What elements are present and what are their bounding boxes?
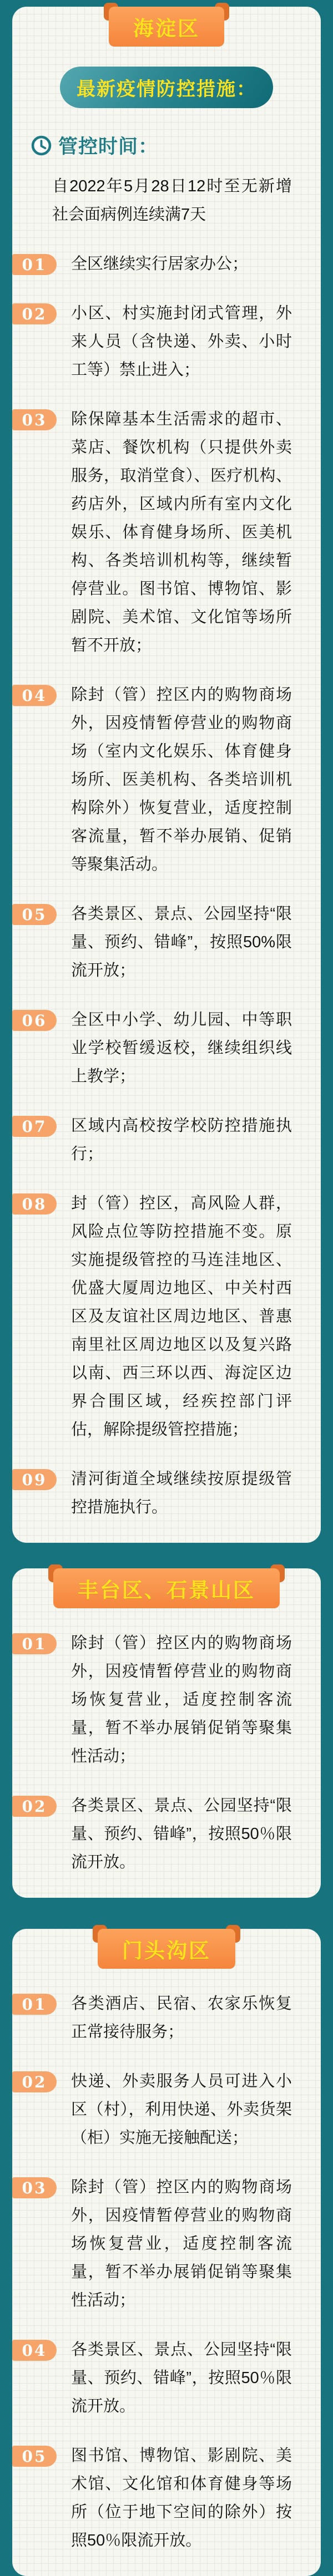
item-number-badge: 05 [12,2446,57,2467]
district-banner-mentougou: 门头沟区 [98,1929,235,1969]
measure-item [12,299,321,384]
item-number-badge: 03 [12,409,57,430]
item-text: 除保障基本生活需求的超市、菜店、餐饮机构（只提供外卖服务，取消堂食）、医疗机构、药店外，区域内所有室内文化娱乐、体育健身场所、医美机构、各类培训机构等，继续暂停营业。图书馆、博物馆、影剧院、美术馆、文化馆等场所暂不开放； [71,410,292,654]
measure-item [12,1190,321,1444]
measure-item [12,1465,321,1522]
item-text: 各类景区、景点、公园坚持“限量、预约、错峰”，按照50％限流开放。 [71,2341,292,2415]
item-text: 小区、村实施封闭式管理，外来人员（含快递、外卖、小时工等）禁止进入； [71,304,292,379]
item-text: 清河街道全域继续按原提级管控措施执行。 [71,1470,292,1516]
measure-list-fengtai-shijingshan [12,1629,321,1877]
control-time-value: 自2022年5月28日12时至无新增社会面病例连续满7天 [52,177,292,223]
measure-item [12,2442,321,2555]
item-text: 全区继续实行居家办公； [71,255,249,273]
measure-item [12,1629,321,1771]
section-card-haidian [12,7,321,1543]
item-text: 除封（管）控区内的购物商场外，因疫情暂停营业的购物商场恢复营业，适度控制客流量，暂不举办展销促销等聚集性活动； [71,1634,292,1765]
item-number-badge: 01 [12,254,57,275]
item-text: 除封（管）控区内的购物商场外，因疫情暂停营业的购物商场恢复营业，适度控制客流量，暂不举办展销促销等聚集性活动； [71,2178,292,2309]
control-time-heading [31,131,321,159]
latest-measures-pill: 最新疫情防控措施： [60,67,273,108]
item-number-badge: 04 [12,2340,57,2361]
item-text: 各类酒店、民宿、农家乐恢复正常接待服务； [71,1995,292,2041]
measure-item [12,2173,321,2315]
item-text: 快递、外卖服务人员可进入小区（村），利用快递、外卖货架（柜）实施无接触配送； [71,2072,292,2147]
item-number-badge: 04 [12,685,57,706]
measure-item [12,900,321,985]
item-text: 全区中小学、幼儿园、中等职业学校暂缓返校，继续组织线上教学； [71,1011,292,1085]
item-text: 封（管）控区，高风险人群，风险点位等防控措施不变。原实施提级管控的马连洼地区、优盛大厦周边地区、中关村西区及友谊社区周边地区、普惠南里社区周边地区以及复兴路以南、西三环以西、海淀区边界合围区域，经疾控部门评估，解除提级管控措施； [71,1195,292,1439]
section-card-fengtai-shijingshan [12,1568,321,1898]
measure-item [12,2067,321,2152]
measure-item [12,1792,321,1877]
district-banner-haidian: 海淀区 [109,7,224,47]
measure-item [12,250,321,278]
measure-list-haidian [12,250,321,1522]
item-number-badge: 01 [12,1994,57,2015]
item-text: 各类景区、景点、公园坚持“限量、预约、错峰”，按照50%限流开放； [71,905,292,979]
section-banner-wrap [12,1929,321,1969]
item-number-badge: 06 [12,1010,57,1031]
measure-item [12,681,321,879]
measure-item [12,1990,321,2046]
measure-item [12,1006,321,1091]
item-number-badge: 01 [12,1633,57,1654]
item-number-badge: 07 [12,1116,57,1137]
item-number-badge: 09 [12,1469,57,1490]
section-banner-wrap [12,1568,321,1608]
section-banner-wrap [12,7,321,47]
measure-item [12,405,321,660]
measure-item [12,1112,321,1168]
item-number-badge: 02 [12,303,57,324]
item-number-badge: 03 [12,2177,57,2198]
item-text: 除封（管）控区内的购物商场外，因疫情暂停营业的购物商场（室内文化娱乐、体育健身场所、医美机构、各类培训机构除外）恢复营业，适度控制客流量，暂不举办展销、促销等聚集活动。 [71,686,292,873]
item-number-badge: 02 [12,2071,57,2092]
item-text: 图书馆、博物馆、影剧院、美术馆、文化馆和体育健身等场所（位于地下空间的除外）按照50％限流开放。 [71,2447,292,2549]
item-text: 区域内高校按学校防控措施执行； [71,1117,292,1163]
district-banner-fengtai-shijingshan: 丰台区、石景山区 [53,1568,280,1608]
clock-icon [31,135,52,156]
item-number-badge: 05 [12,904,57,925]
measure-list-mentougou [12,1990,321,2555]
measure-item [12,2336,321,2421]
section-card-mentougou [12,1929,321,2576]
item-number-badge: 08 [12,1193,57,1215]
control-time-label: 管控时间： [58,136,159,157]
item-number-badge: 02 [12,1796,57,1817]
item-text: 各类景区、景点、公园坚持“限量、预约、错峰”，按照50％限流开放。 [71,1797,292,1871]
